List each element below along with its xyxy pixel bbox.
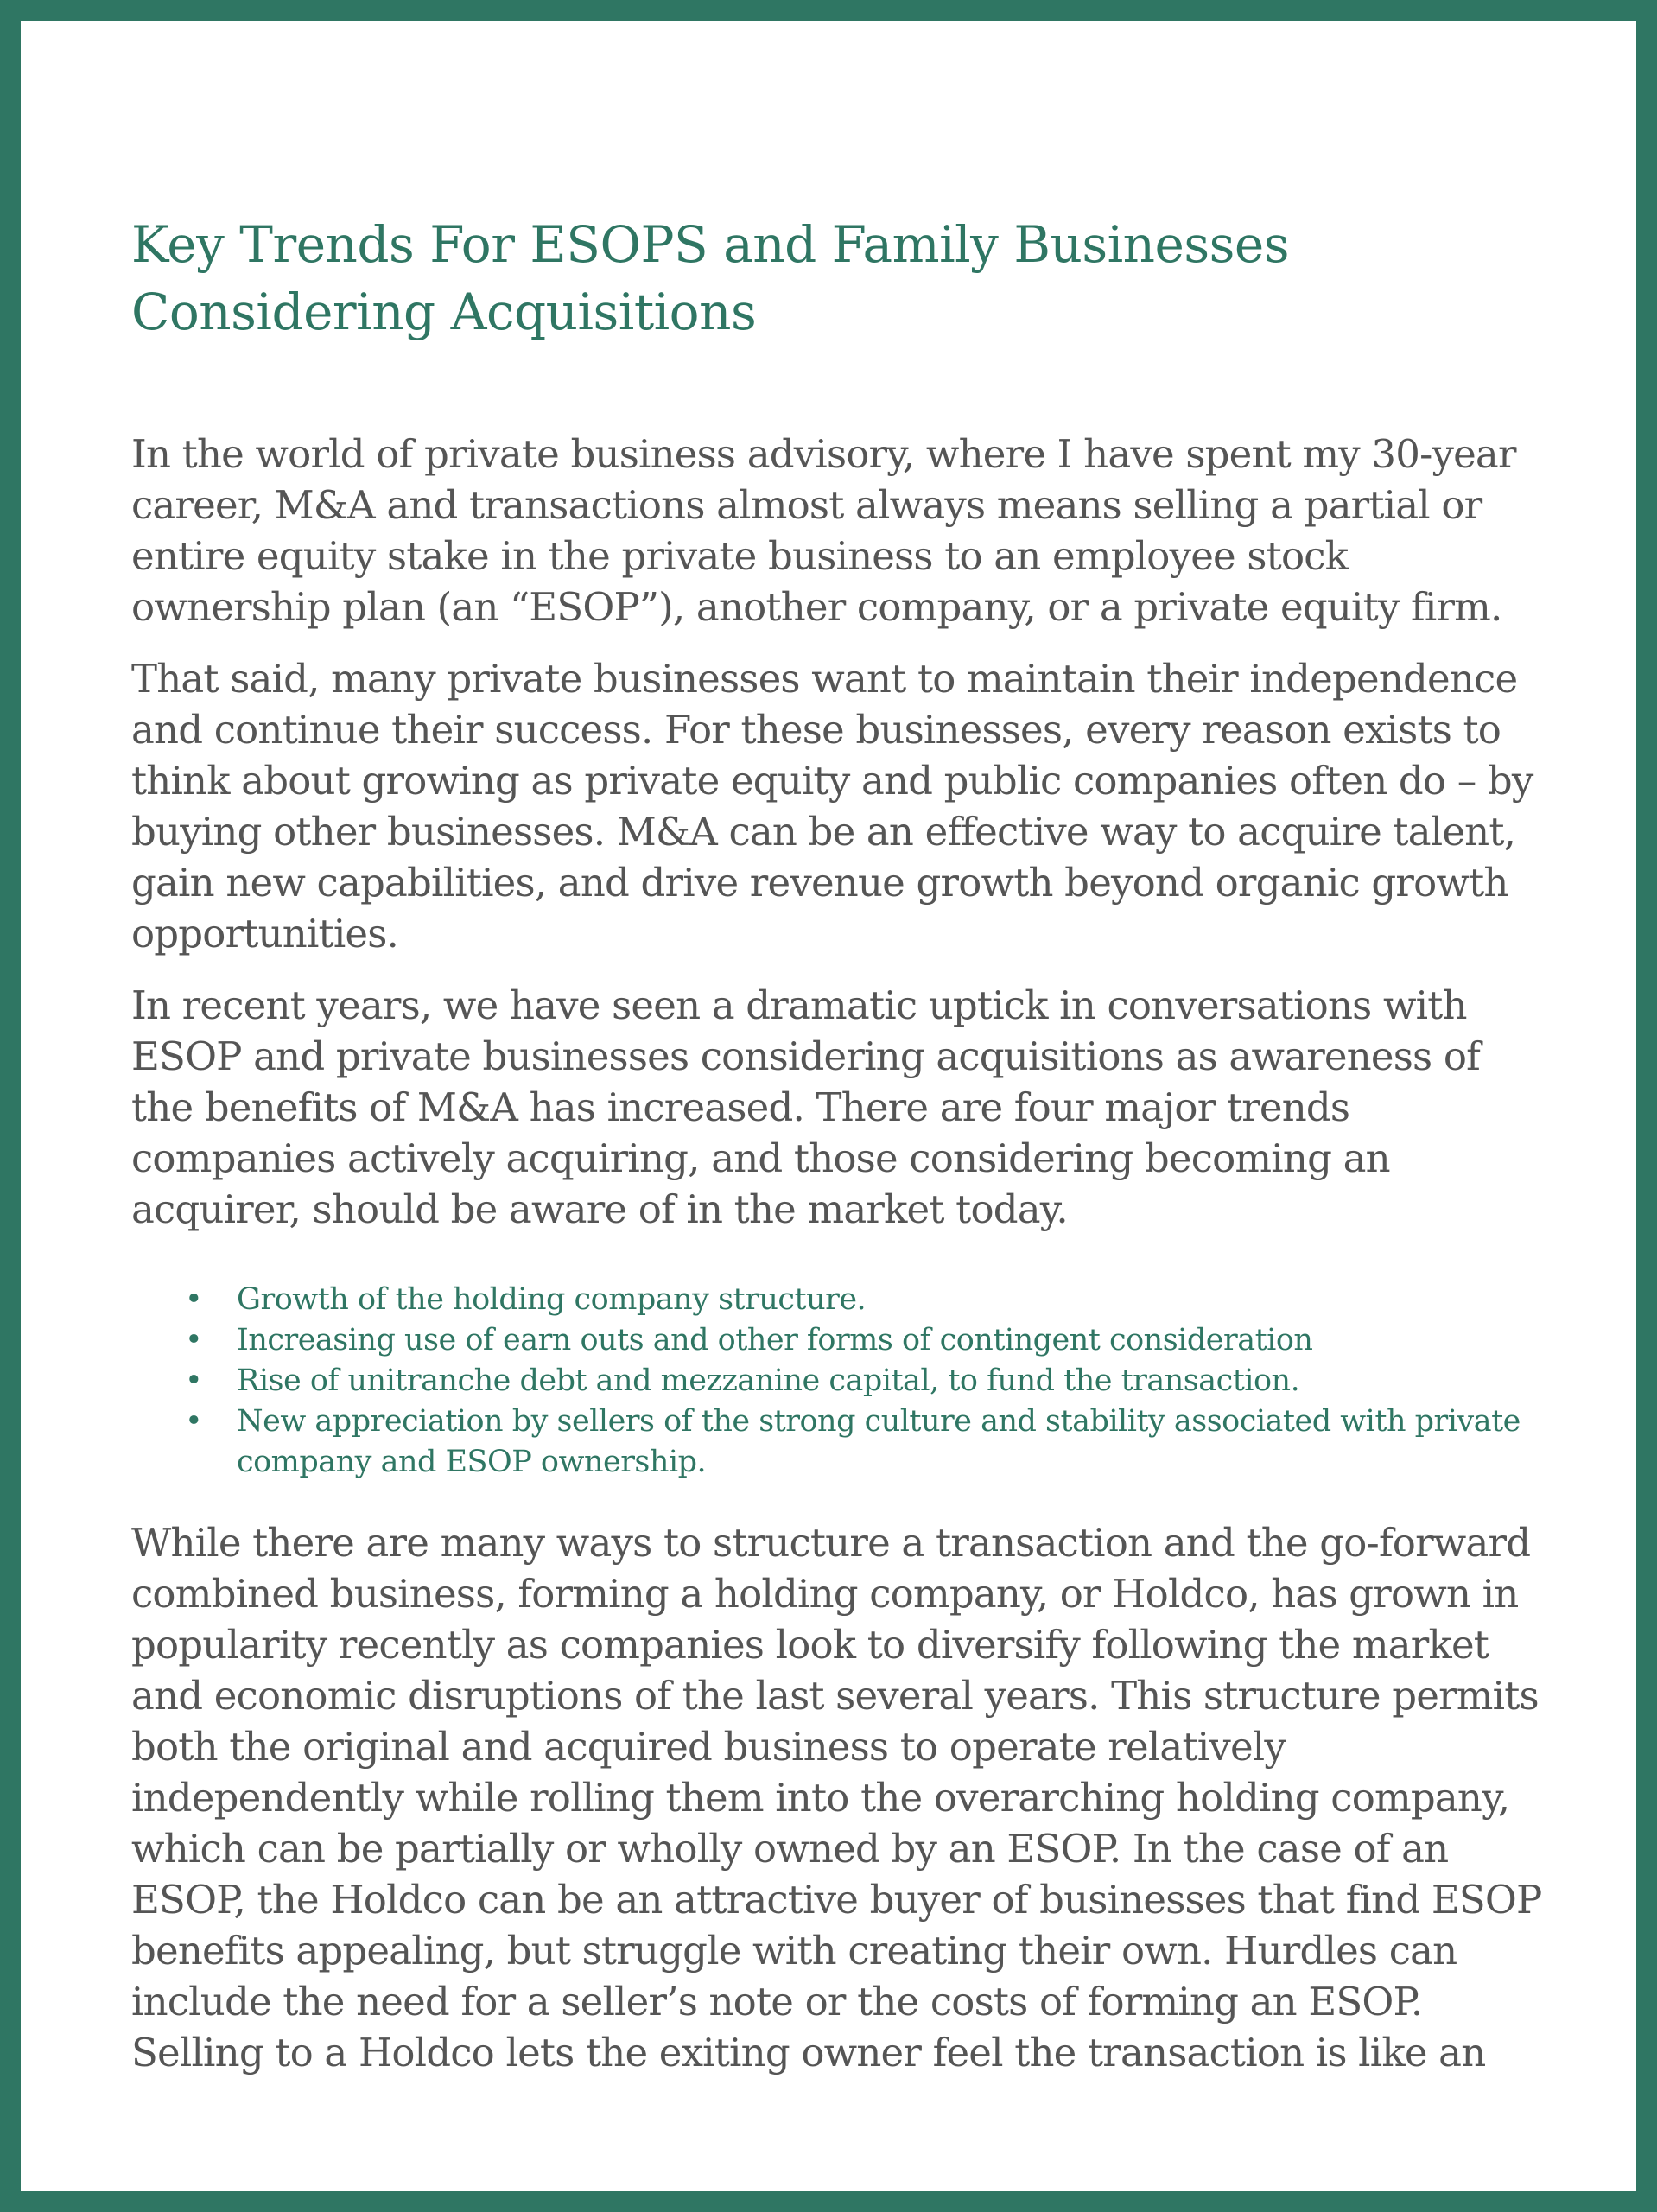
list-item-text: Rise of unitranche debt and mezzanine capital, to fund the transaction.: [237, 1363, 1300, 1398]
trends-list: [131, 1280, 1548, 1483]
list-item-text: Increasing use of earn outs and other forms of contingent consideration: [237, 1323, 1313, 1357]
bullet-icon: •: [185, 1363, 203, 1398]
list-item: [185, 1280, 1548, 1320]
list-item-text: Growth of the holding company structure.: [237, 1282, 867, 1317]
paragraph-intro: In the world of private business advisory, where I have spent my 30-year career, M&A and transactions almost always means selling a partial or entire equity stake in the private business to an employee stock ownership plan (an “ESOP”), another company, or a private equity firm.: [131, 431, 1516, 630]
paragraph-recent-years: In recent years, we have seen a dramatic uptick in conversations with ESOP and private businesses considering acquisitions as awareness of the benefits of M&A has increased. There are four major trends companies actively acquiring, and those considering becoming an acquirer, should be aware of in the market today.: [131, 982, 1480, 1232]
bullet-icon: •: [185, 1282, 203, 1317]
bullet-icon: •: [185, 1404, 203, 1439]
list-item: [185, 1320, 1548, 1361]
list-item-text: New appreciation by sellers of the strong culture and stability associated with private company and ESOP ownership.: [237, 1404, 1521, 1479]
list-item: [185, 1361, 1548, 1402]
document-content: [131, 211, 1548, 2078]
bullet-icon: •: [185, 1323, 203, 1357]
paragraph-independence: That said, many private businesses want to maintain their independence and continue their success. For these businesses, every reason exists to think about growing as private equity and public companies often do – by buying other businesses. M&A can be an effective way to acquire talent, gain new capabilities, and drive revenue growth beyond organic growth opportunities.: [131, 656, 1533, 957]
document-title: Key Trends For ESOPS and Family Businesses Considering Acquisitions: [131, 215, 1289, 341]
paragraph-holdco: While there are many ways to structure a transaction and the go-forward combined business, forming a holding company, or Holdco, has grown in popularity recently as companies look to diversify following the market and economic disruptions of the last several years. This structure permits both the original and acquired business to operate relatively independently while rolling them into the overarching holding company, which can be partially or wholly owned by an ESOP. In the case of an ESOP, the Holdco can be an attractive buyer of businesses that find ESOP benefits appealing, but struggle with creating their own. Hurdles can include the need for a seller’s note or the costs of forming an ESOP. Selling to a Holdco lets the exiting owner feel the transaction is like an: [131, 1520, 1542, 2075]
list-item: [185, 1402, 1548, 1483]
